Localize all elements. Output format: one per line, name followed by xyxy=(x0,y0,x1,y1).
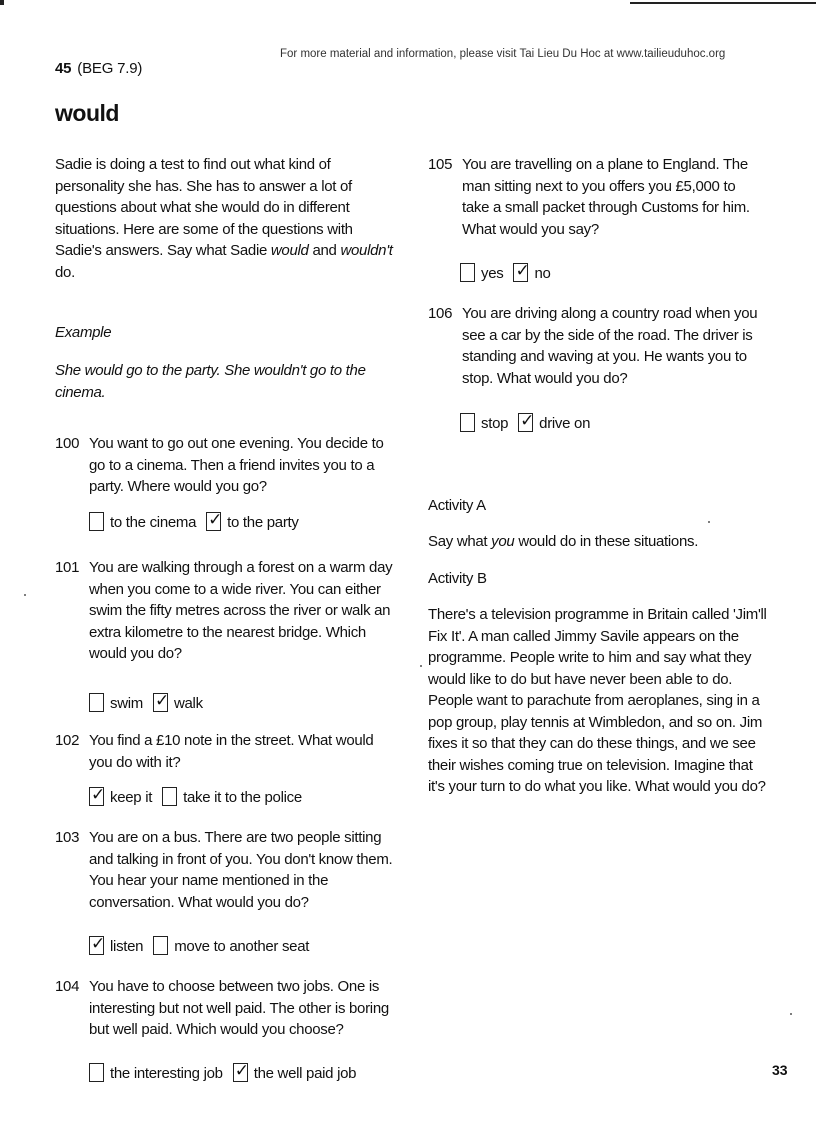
checkmark-icon: ✓ xyxy=(91,934,105,953)
intro-text-end: do. xyxy=(55,263,75,281)
activity-b-text: There's a television programme in Britain called 'Jim'll Fix It'. A man called Jimmy Savile appears on the programme. People write to him and say what they would like to do but have never been able to do. People want to parachute from aeroplanes, sing in a pop group, play tennis at Wimbledon, and so on. Jim fixes it so that they can do these things, and we see their wishes coming true on television. Imagine that it's your turn to do what you like. What would you do? xyxy=(428,606,767,795)
page-number: 33 xyxy=(772,1062,788,1078)
option-listen[interactable]: ✓ listen xyxy=(91,934,144,955)
answer-options-104 xyxy=(89,1063,366,1082)
question-101 xyxy=(55,557,400,665)
activity-b-heading: Activity B xyxy=(428,570,487,587)
checkmark-icon: ✓ xyxy=(208,510,223,529)
checkbox-empty[interactable] xyxy=(89,693,104,712)
option-drive-on[interactable]: ✓ drive on xyxy=(520,411,591,432)
checkbox-checked[interactable] xyxy=(206,512,221,531)
checkbox-checked[interactable] xyxy=(89,936,104,955)
question-text: You want to go out one evening. You decide to go to a cinema. Then a friend invites you to a party. Where would you go? xyxy=(89,435,384,495)
checkmark-icon: ✓ xyxy=(520,411,535,430)
question-106 xyxy=(428,303,773,389)
option-move-to-another-seat[interactable]: move to another seat xyxy=(153,936,309,955)
option-walk[interactable]: ✓ walk xyxy=(154,691,203,712)
question-100 xyxy=(55,433,400,498)
checkmark-icon: ✓ xyxy=(234,1061,249,1080)
scan-speck xyxy=(708,521,710,523)
answer-options-106 xyxy=(460,413,600,432)
checkbox-empty[interactable] xyxy=(162,787,177,806)
checkbox-checked[interactable] xyxy=(513,263,528,282)
question-102 xyxy=(55,730,400,773)
scan-speck xyxy=(24,594,26,596)
option-stop[interactable]: stop xyxy=(460,413,508,432)
checkbox-empty[interactable] xyxy=(460,413,475,432)
option-take-it-to-the-police[interactable]: take it to the police xyxy=(162,787,302,806)
question-text: You have to choose between two jobs. One is interesting but not well paid. The other is boring but well paid. Which would you choose? xyxy=(89,978,389,1038)
checkbox-checked[interactable] xyxy=(518,413,533,432)
scan-speck xyxy=(420,665,422,667)
intro-emphasis-would: would xyxy=(270,242,309,259)
option-the-well-paid-job[interactable]: ✓ the well paid job xyxy=(234,1061,357,1082)
answer-options-102 xyxy=(89,787,312,806)
question-103 xyxy=(55,827,400,913)
unit-reference: (BEG 7.9) xyxy=(77,60,143,77)
option-to-the-cinema[interactable]: to the cinema xyxy=(89,512,196,531)
scan-speck xyxy=(790,1013,792,1015)
source-note: For more material and information, please visit Tai Lieu Du Hoc at www.tailieuduhoc.org xyxy=(280,48,726,60)
question-text: You find a £10 note in the street. What would you do with it? xyxy=(89,732,374,771)
checkbox-checked[interactable] xyxy=(89,787,104,806)
checkmark-icon: ✓ xyxy=(91,785,105,804)
intro-text: Sadie is doing a test to find out what kind of personality she has. She has to answer a lot of questions about what she would do in different situations. Here are some of the questions with Sadie's answers. Say what Sadie xyxy=(55,156,353,259)
option-swim[interactable]: swim xyxy=(89,693,143,712)
activity-a-text: Say what you would do in these situations. xyxy=(428,533,699,550)
page-top-rule xyxy=(630,2,816,4)
intro-paragraph xyxy=(55,154,400,283)
option-the-interesting-job[interactable]: the interesting job xyxy=(89,1063,223,1082)
checkmark-icon: ✓ xyxy=(515,261,530,280)
example-heading: Example xyxy=(55,324,112,341)
question-text: You are driving along a country road when you see a car by the side of the road. The driver is standing and waving at you. He wants you to stop. What would you do? xyxy=(462,305,758,387)
question-text: You are on a bus. There are two people sitting and talking in front of you. You don't know them. You hear your name mentioned in the conversation. What would you do? xyxy=(89,829,393,911)
question-text: You are walking through a forest on a warm day when you come to a wide river. You can either swim the fifty metres across the river or walk an extra kilometre to the nearest bridge. Which would you do? xyxy=(89,559,393,662)
question-105 xyxy=(428,154,773,240)
option-no[interactable]: ✓ no xyxy=(515,261,551,282)
intro-emphasis-wouldnt: wouldn't xyxy=(340,242,393,259)
question-text: You are travelling on a plane to England. The man sitting next to you offers you £5,000 to take a small packet through Customs for him. What would you say? xyxy=(462,156,750,238)
question-number: 105 xyxy=(428,156,453,173)
answer-options-103 xyxy=(89,936,319,955)
question-number: 104 xyxy=(55,978,80,995)
answer-options-105 xyxy=(460,263,561,282)
question-number: 103 xyxy=(55,829,80,846)
checkbox-empty[interactable] xyxy=(89,1063,104,1082)
option-to-the-party[interactable]: ✓ to the party xyxy=(208,510,299,531)
question-number: 106 xyxy=(428,305,453,322)
question-number: 101 xyxy=(55,559,80,576)
answer-options-100 xyxy=(89,512,309,531)
checkbox-empty[interactable] xyxy=(89,512,104,531)
example-text: She would go to the party. She wouldn't go to the cinema. xyxy=(55,362,366,401)
question-104 xyxy=(55,976,400,1041)
checkmark-icon: ✓ xyxy=(154,691,169,710)
intro-text-mid: and xyxy=(308,242,341,259)
unit-heading xyxy=(55,60,142,77)
activity-a-heading: Activity A xyxy=(428,497,486,514)
answer-options-101 xyxy=(89,693,213,712)
option-yes[interactable]: yes xyxy=(460,263,503,282)
checkbox-empty[interactable] xyxy=(153,936,168,955)
checkbox-empty[interactable] xyxy=(460,263,475,282)
page-corner-mark xyxy=(0,0,4,5)
question-number: 100 xyxy=(55,435,80,452)
checkbox-checked[interactable] xyxy=(153,693,168,712)
checkbox-checked[interactable] xyxy=(233,1063,248,1082)
option-keep-it[interactable]: ✓ keep it xyxy=(91,785,153,806)
page-title: would xyxy=(55,100,119,126)
unit-number: 45 xyxy=(55,60,72,77)
question-number: 102 xyxy=(55,732,80,749)
